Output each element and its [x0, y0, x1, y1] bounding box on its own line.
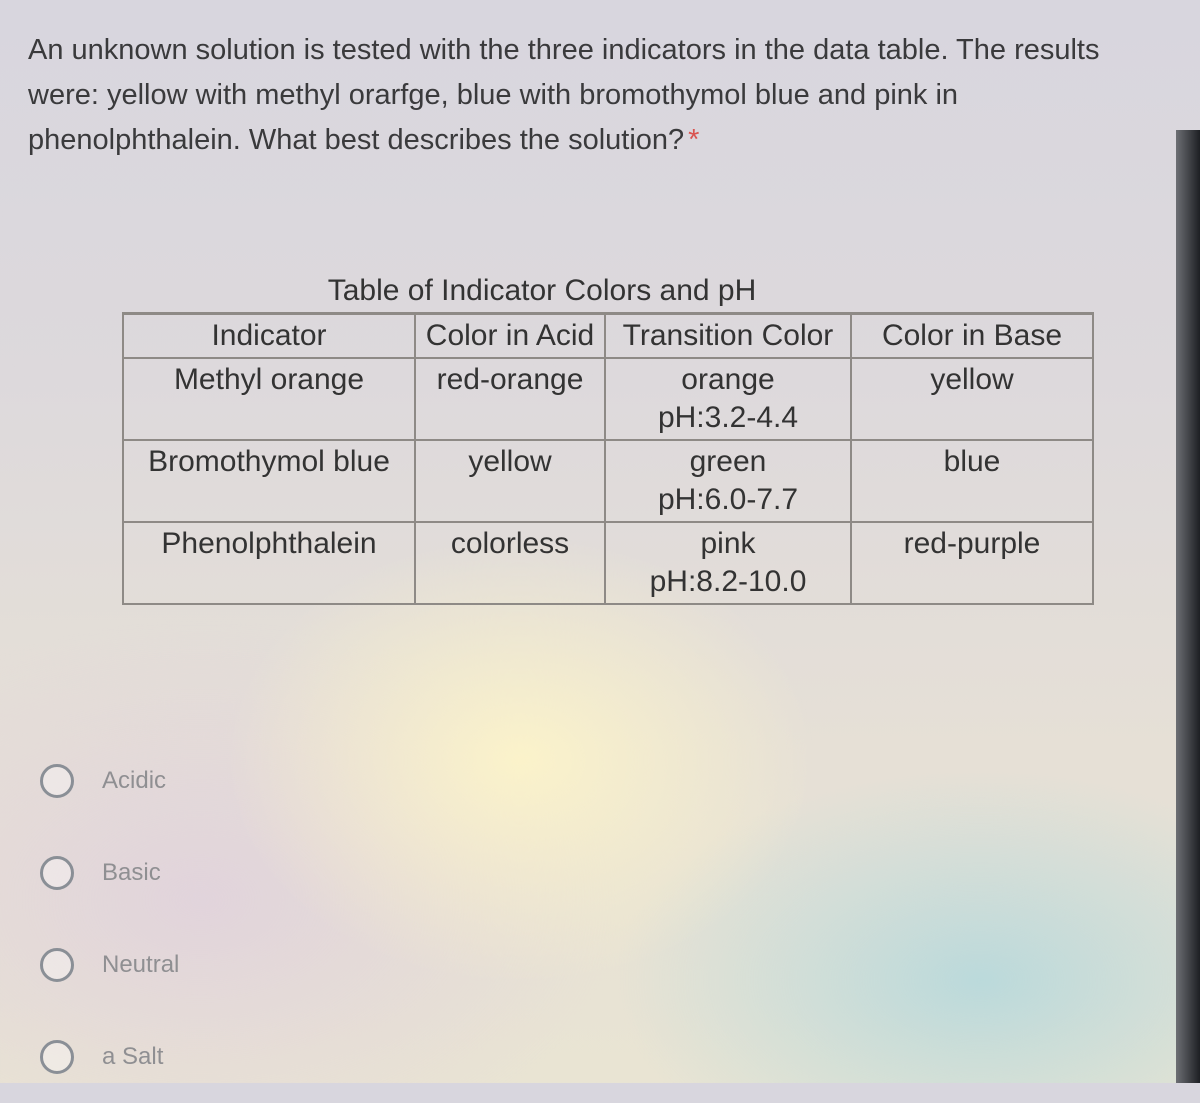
option-a-salt[interactable] — [40, 1011, 179, 1103]
option-label: Basic — [102, 859, 161, 886]
question-text — [28, 28, 1178, 163]
transition-ph: pH:8.2-10.0 — [649, 565, 807, 598]
cell-transition — [605, 358, 851, 440]
transition-color: green — [689, 445, 767, 478]
table-header-row — [123, 314, 1093, 359]
question-body: An unknown solution is tested with the three indicators in the data table. The results were: yellow with methyl orarfge, blue with bromothymol blue and pink in phenolphthalein. What best describes the solution? — [28, 34, 1100, 156]
header-indicator: Indicator — [123, 314, 415, 359]
indicator-table — [122, 312, 1094, 605]
cell-acid-color: red-orange — [415, 358, 605, 440]
radio-button[interactable] — [40, 764, 74, 798]
transition-color: orange — [681, 363, 775, 396]
header-transition-color: Transition Color — [605, 314, 851, 359]
table-title: Table of Indicator Colors and pH — [327, 274, 757, 307]
cell-indicator: Bromothymol blue — [123, 440, 415, 522]
cell-base-color: red-purple — [851, 522, 1093, 604]
cell-indicator: Phenolphthalein — [123, 522, 415, 604]
table-row — [123, 522, 1093, 604]
cell-base-color: yellow — [851, 358, 1093, 440]
cell-acid-color: yellow — [415, 440, 605, 522]
option-basic[interactable] — [40, 827, 179, 919]
cell-transition — [605, 440, 851, 522]
option-label: Acidic — [102, 767, 167, 794]
radio-button[interactable] — [40, 1040, 74, 1074]
header-color-in-base: Color in Base — [851, 314, 1093, 359]
answer-options — [40, 735, 179, 1103]
indicator-table-figure — [122, 270, 1084, 605]
header-color-in-acid: Color in Acid — [415, 314, 605, 359]
option-label: a Salt — [102, 1043, 164, 1070]
transition-color: pink — [700, 527, 756, 560]
cell-acid-color: colorless — [415, 522, 605, 604]
transition-ph: pH:6.0-7.7 — [657, 483, 799, 516]
radio-button[interactable] — [40, 948, 74, 982]
screen-edge — [1176, 130, 1200, 1083]
cell-indicator: Methyl orange — [123, 358, 415, 440]
option-neutral[interactable] — [40, 919, 179, 1011]
required-asterisk: * — [688, 124, 700, 156]
radio-button[interactable] — [40, 856, 74, 890]
table-row — [123, 440, 1093, 522]
option-acidic[interactable] — [40, 735, 179, 827]
cell-base-color: blue — [851, 440, 1093, 522]
cell-transition — [605, 522, 851, 604]
table-row — [123, 358, 1093, 440]
transition-ph: pH:3.2-4.4 — [657, 401, 799, 434]
option-label: Neutral — [102, 951, 180, 978]
